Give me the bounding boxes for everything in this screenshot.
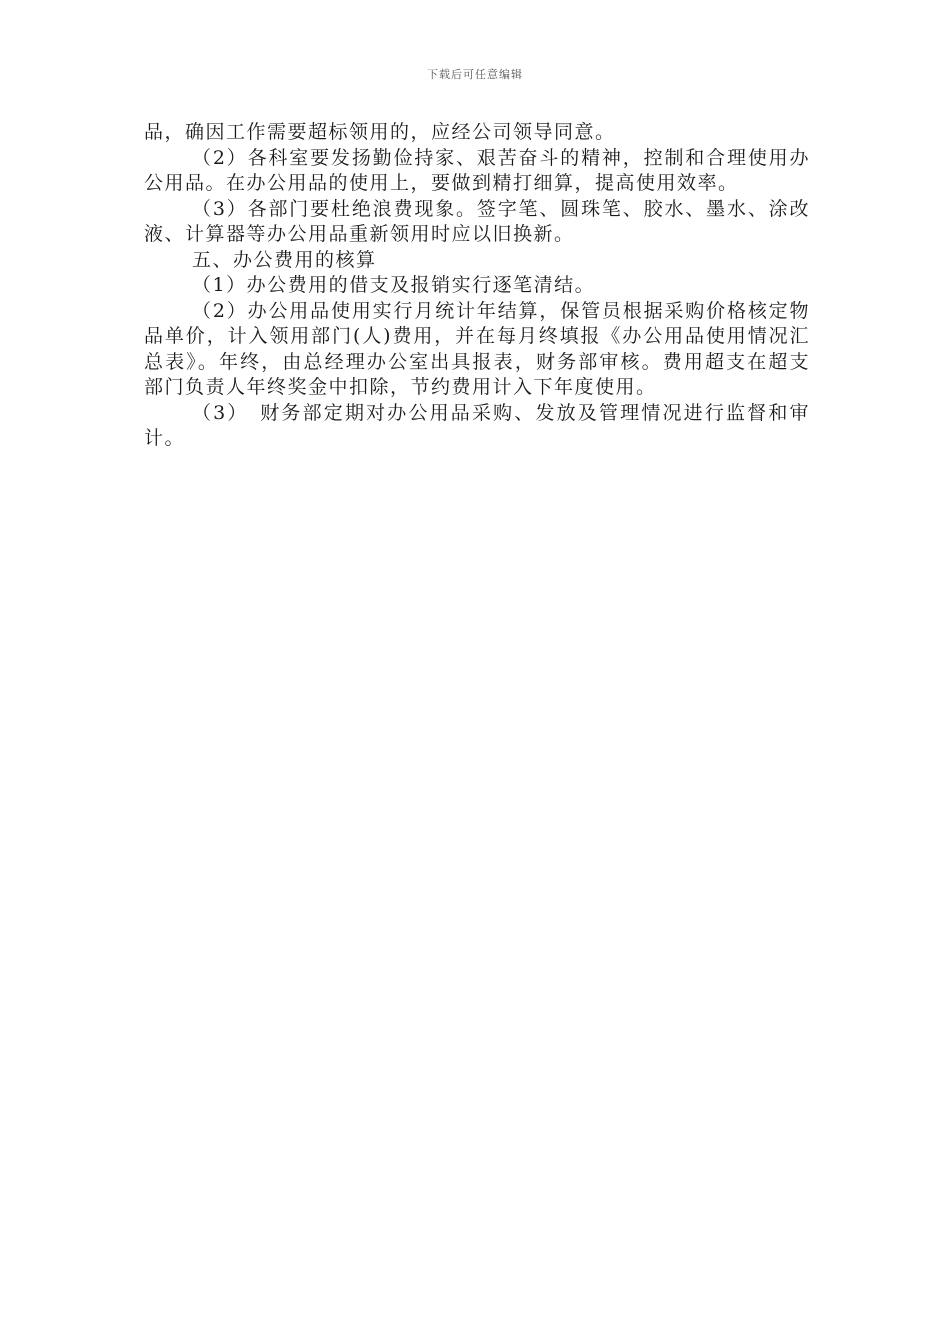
paragraph-continuation: 品，确因工作需要超标领用的，应经公司领导同意。 xyxy=(144,121,616,143)
paragraph-item-1-settlement: （1）办公费用的借支及报销实行逐笔清结。 xyxy=(192,274,596,296)
document-body xyxy=(144,120,810,452)
paragraph-item-2-usage: （2）各科室要发扬勤俭持家、艰苦奋斗的精神，控制和合理使用办公用品。在办公用品的使用上，要做到精打细算，提高使用效率。 xyxy=(144,146,810,194)
page-header-note: 下载后可任意编辑 xyxy=(427,68,523,81)
paragraph-item-3-waste: （3）各部门要杜绝浪费现象。签字笔、圆珠笔、胶水、墨水、涂改液、计算器等办公用品重新领用时应以旧换新。 xyxy=(144,197,810,245)
paragraph-item-3-audit: （3） 财务部定期对办公用品采购、发放及管理情况进行监督和审计。 xyxy=(144,401,810,449)
paragraph-item-2-statistics: （2）办公用品使用实行月统计年结算，保管员根据采购价格核定物品单价，计入领用部门(人)费用，并在每月终填报《办公用品使用情况汇总表》。年终，由总经理办公室出具报表，财务部审核。费用超支在超支部门负责人年终奖金中扣除，节约费用计入下年度使用。 xyxy=(144,299,810,398)
section-heading-expense-accounting: 五、办公费用的核算 xyxy=(192,248,377,271)
